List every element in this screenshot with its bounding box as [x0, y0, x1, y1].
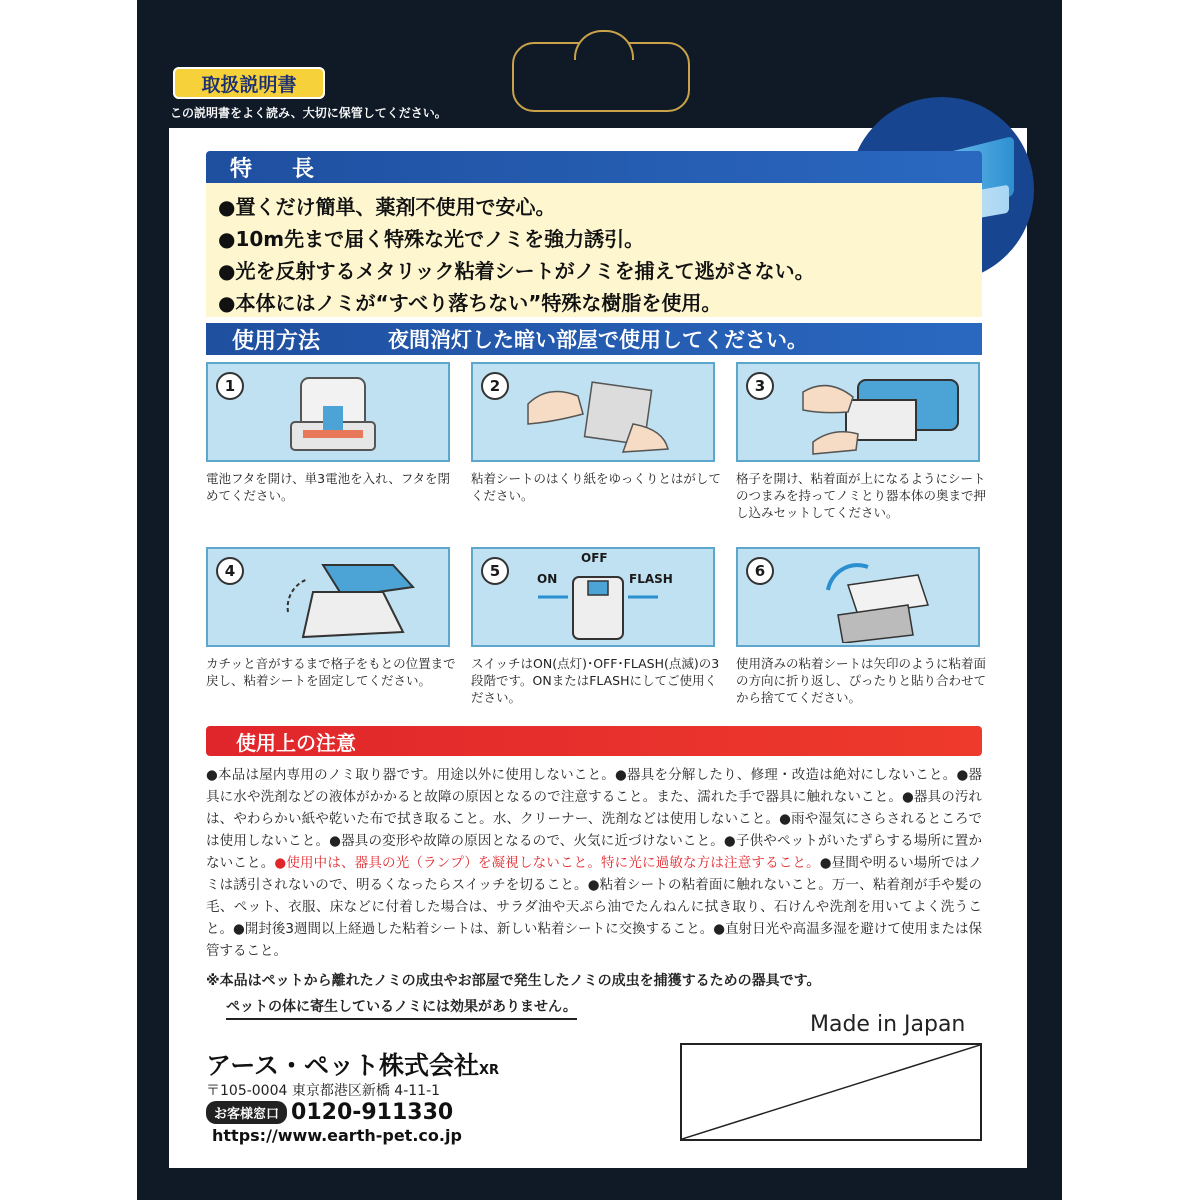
- step-number: 5: [481, 557, 509, 585]
- features-list: [206, 183, 982, 317]
- footnote-line-2: ペットの体に寄生しているノミには効果がありません。: [226, 996, 577, 1020]
- switch-off-label: OFF: [581, 551, 608, 565]
- company-url[interactable]: https://www.earth-pet.co.jp: [212, 1126, 462, 1145]
- step-5-illustration: [471, 547, 715, 647]
- step-4-caption: カチッと音がするまで格子をもとの位置まで戻し、粘着シートを固定してください。: [206, 656, 456, 688]
- phone-number: 0120-911330: [291, 1100, 454, 1125]
- usage-header: [206, 323, 982, 355]
- peel-sheet-icon: [523, 374, 673, 454]
- close-grid-icon: [263, 557, 443, 643]
- hang-hole: [512, 42, 690, 112]
- caution-header: [206, 726, 982, 756]
- contact-line: [206, 1100, 453, 1125]
- step-2-illustration: [471, 362, 715, 462]
- step-number: 3: [746, 372, 774, 400]
- made-in-label: Made in Japan: [810, 1012, 966, 1037]
- diagonal-line: [682, 1045, 980, 1139]
- step-4-illustration: [206, 547, 450, 647]
- footnote-line-1: ※本品はペットから離れたノミの成虫やお部屋で発生したノミの成虫を捕獲するための器具です。: [206, 973, 821, 989]
- insert-sheet-icon: [798, 372, 968, 456]
- contact-label: お客様窓口: [206, 1101, 287, 1124]
- step-3-caption: 格子を開け、粘着面が上になるようにシートのつまみを持ってノミとり器本体の奥まで押し込みセットしてください。: [736, 471, 987, 520]
- company-name: [206, 1046, 499, 1082]
- company-suffix: XR: [479, 1063, 500, 1078]
- barcode-area: [680, 1043, 982, 1141]
- feature-item: ●置くだけ簡単、薬剤不使用で安心。: [218, 195, 556, 219]
- battery-device-icon: [283, 372, 383, 456]
- caution-text-part-1: ●本品は屋内専用のノミ取り器です。用途以外に使用しないこと。●器具を分解したり、修理・改造は絶対にしないこと。●器具に水や洗剤などの液体がかかると故障の原因となるので注意すること。また、濡れた手で器具に触れないこと。●器具の汚れは、やわらかい紙や乾いた布で拭き取ること。水、クリーナー、洗剤などは使用しないこと。●雨や湿気にさらされるところでは使用しないこと。●器具の変形や故障の原因となるので、火気に近づけないこと。●子供やペットがいたずらする場所に置かないこと。: [206, 767, 982, 871]
- caution-text: [206, 764, 982, 962]
- step-1-caption: 電池フタを開け、単3電池を入れ、フタを閉めてください。: [206, 471, 450, 503]
- fold-sheet-icon: [808, 555, 978, 643]
- step-number: 1: [216, 372, 244, 400]
- step-1-illustration: [206, 362, 450, 462]
- step-2-caption: 粘着シートのはくり紙をゆっくりとはがしてください。: [471, 471, 721, 503]
- step-number: 6: [746, 557, 774, 585]
- company-name-text: アース・ペット株式会社: [206, 1051, 480, 1080]
- features-title: 特長: [230, 156, 355, 182]
- manual-title-badge: 取扱説明書: [173, 67, 325, 99]
- feature-item: ●本体にはノミが“すべり落ちない”特殊な樹脂を使用。: [218, 291, 722, 315]
- company-address: 〒105-0004 東京都港区新橋 4-11-1: [206, 1083, 441, 1099]
- usage-title: 使用方法: [232, 328, 321, 354]
- step-6-caption: 使用済みの粘着シートは矢印のように粘着面の方向に折り返し、ぴったりと貼り合わせてから捨ててください。: [736, 656, 987, 705]
- manual-note: この説明書をよく読み、大切に保管してください。: [170, 106, 447, 120]
- caution-title: 使用上の注意: [236, 730, 356, 755]
- step-number: 2: [481, 372, 509, 400]
- step-6-illustration: [736, 547, 980, 647]
- usage-subtitle: 夜間消灯した暗い部屋で使用してください。: [388, 328, 808, 352]
- feature-item: ●光を反射するメタリック粘着シートがノミを捕えて逃がさない。: [218, 259, 815, 283]
- switch-on-label: ON: [537, 572, 558, 586]
- step-5-caption: スイッチはON(点灯)･OFF･FLASH(点滅)の3段階です。ONまたはFLASHにしてご使用ください。: [471, 656, 720, 705]
- step-3-illustration: [736, 362, 980, 462]
- switch-icon: [533, 567, 663, 645]
- caution-text-warning: ●使用中は、器具の光（ランプ）を凝視しないこと。特に光に過敏な方は注意すること。: [274, 855, 820, 871]
- switch-flash-label: FLASH: [629, 572, 673, 586]
- step-number: 4: [216, 557, 244, 585]
- caution-text-part-2: ●昼間や明るい場所ではノミは誘引されないので、明るくなったらスイッチを切ること。●粘着シートの粘着面に触れないこと。万一、粘着剤が手や髪の毛、ペット、衣服、床などに付着した場合は、サラダ油や天ぷら油でたんねんに拭き取り、石けんや洗剤を用いてよく洗うこと。●開封後3週間以上経過した粘着シートは、新しい粘着シートに交換すること。●直射日光や高温多湿を避けて使用または保管すること。: [206, 855, 983, 959]
- features-header: [206, 151, 982, 183]
- feature-item: ●10m先まで届く特殊な光でノミを強力誘引。: [218, 227, 645, 251]
